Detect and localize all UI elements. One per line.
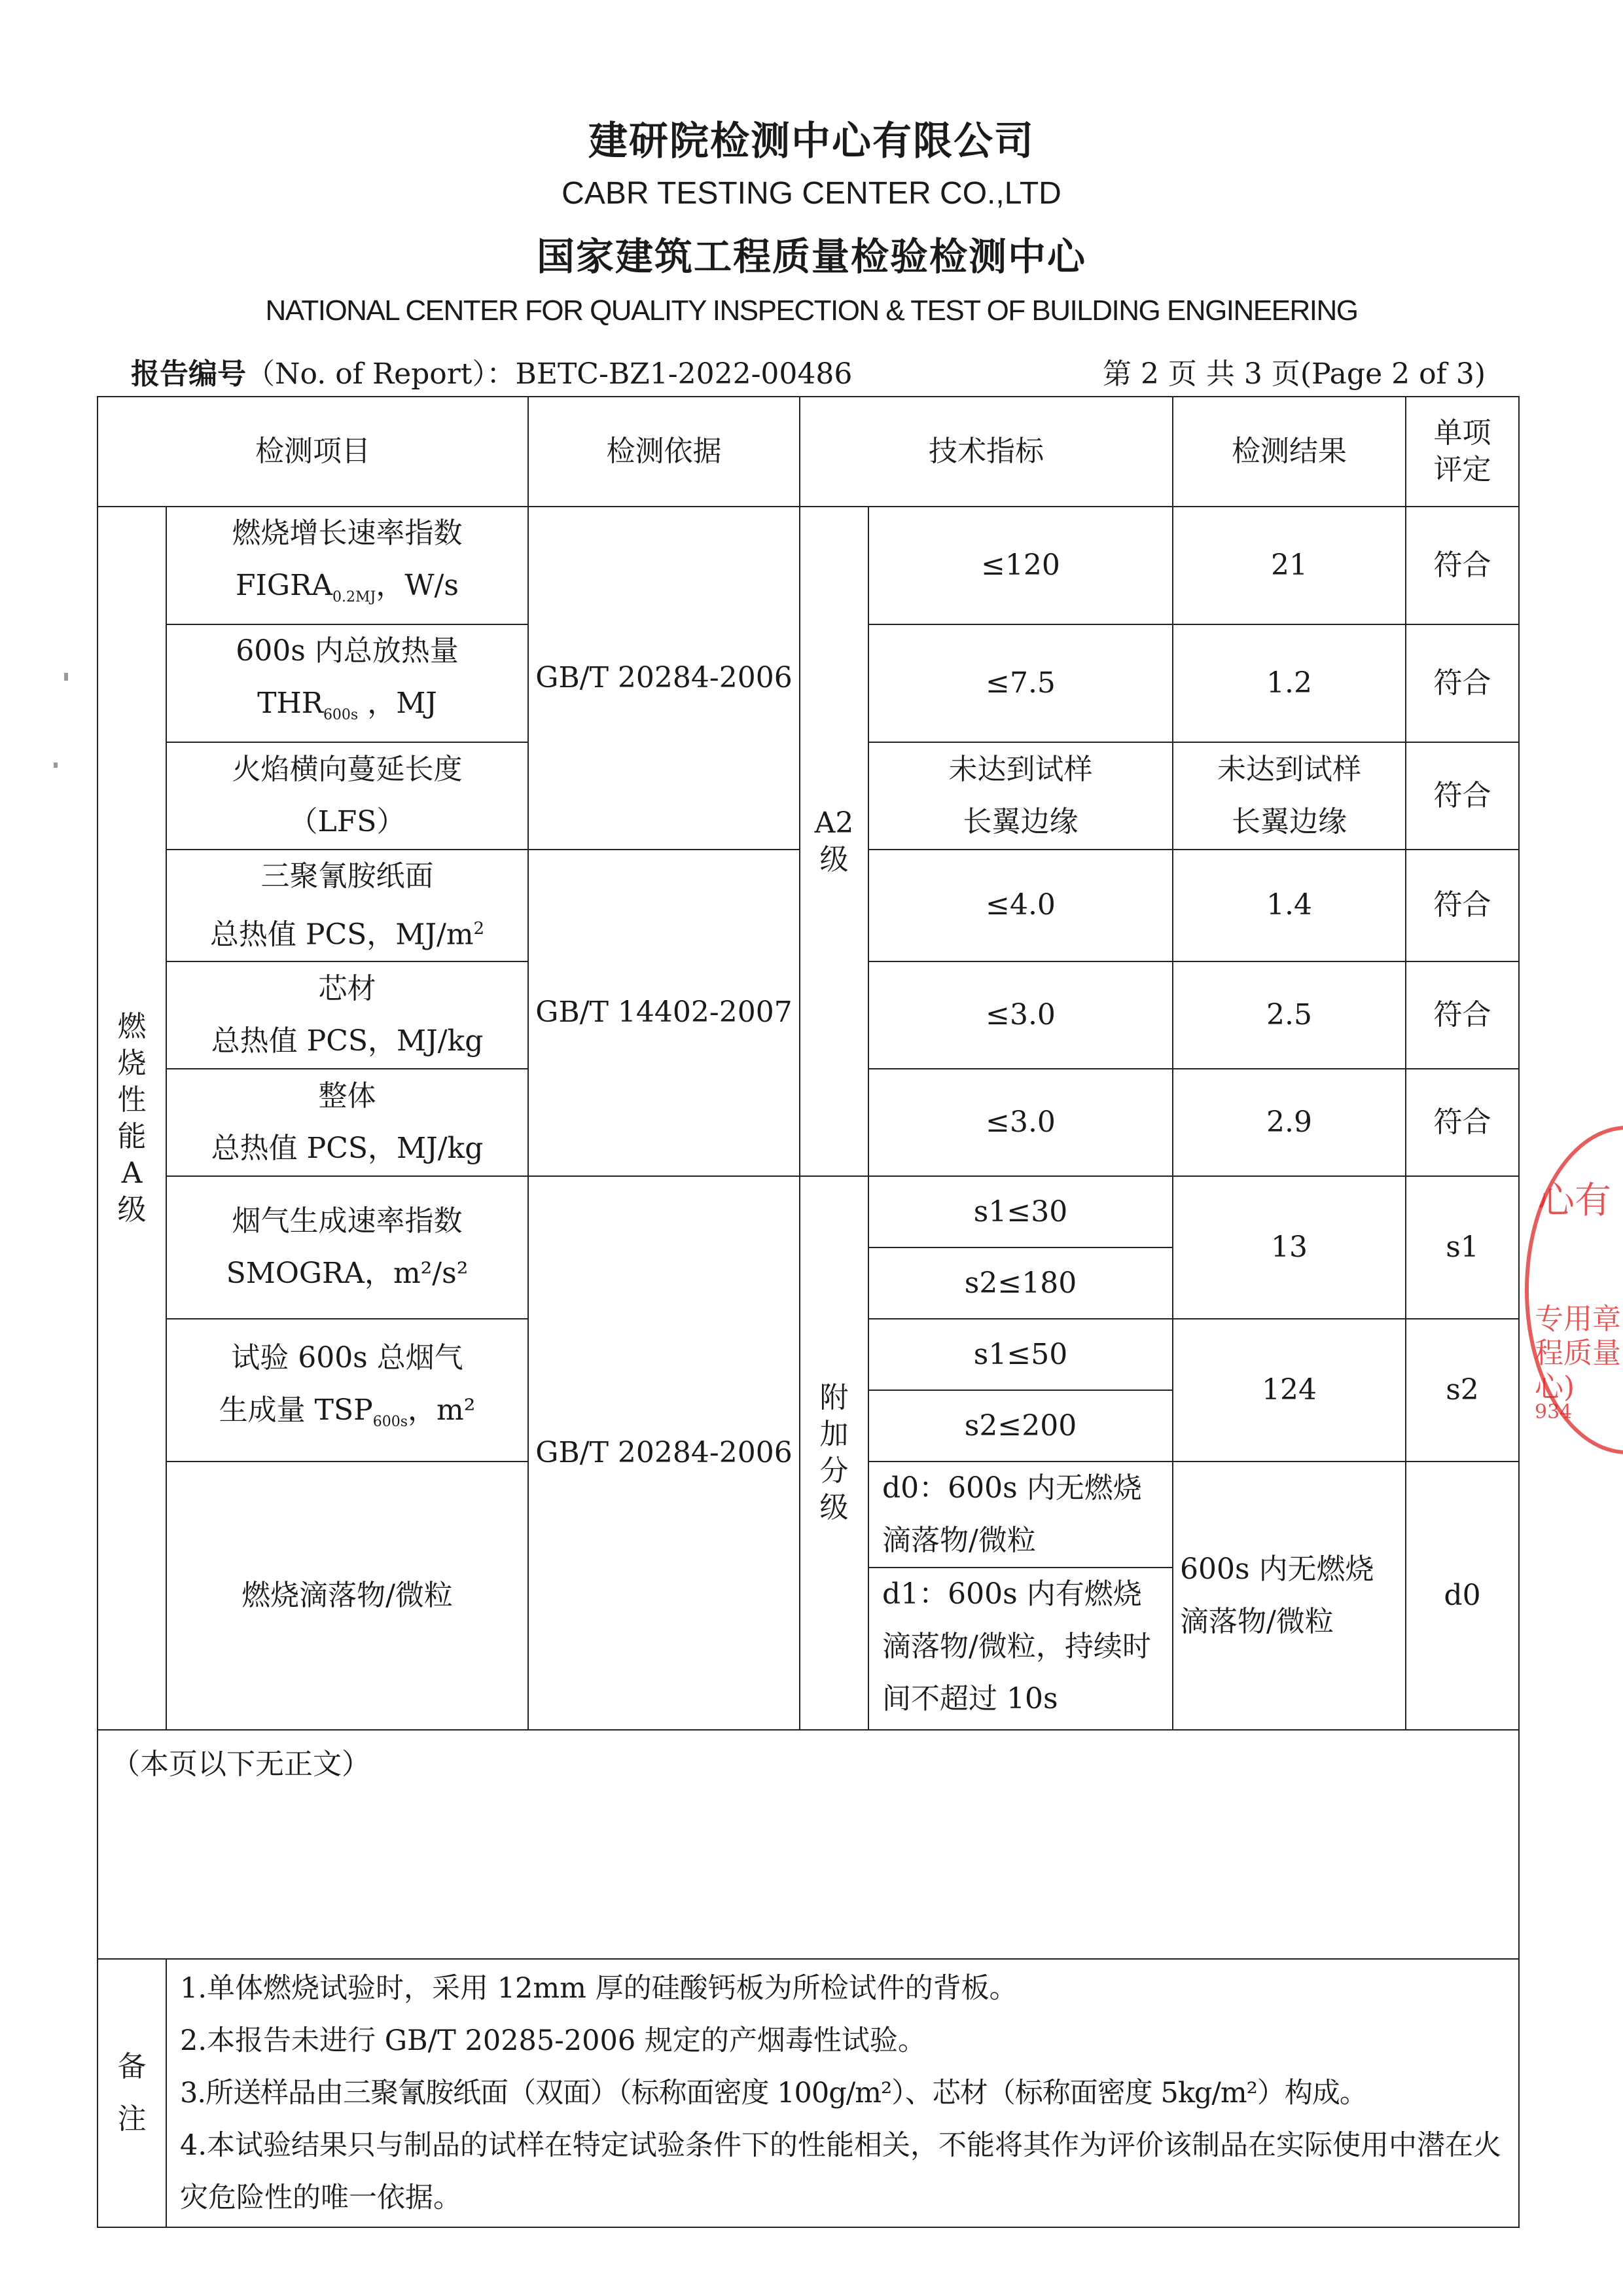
remarks-label: 备 注 <box>98 1959 166 2227</box>
test-results-table <box>97 396 1520 2228</box>
result-cell: 2.9 <box>1173 1069 1406 1176</box>
item-cell <box>166 742 528 850</box>
item-line2: 总热值 PCS，MJ/kg <box>211 1024 484 1058</box>
spec-cell: s1≤30 <box>868 1176 1173 1247</box>
basis-cell-2: GB/T 14402-2007 <box>528 850 800 1177</box>
spec-cell: ≤3.0 <box>868 1069 1173 1176</box>
company-name-en: CABR TESTING CENTER CO.,LTD <box>562 176 1061 211</box>
seal-line: 程质量 <box>1535 1336 1621 1370</box>
spec-cell: s1≤50 <box>868 1319 1173 1390</box>
spec-cell: ≤120 <box>868 507 1173 624</box>
item-cell <box>166 507 528 624</box>
item-line1: 整体 <box>318 1079 376 1113</box>
item-cell <box>166 961 528 1069</box>
blank-row <box>98 1730 1519 1959</box>
item-line1: 芯材 <box>318 972 376 1006</box>
spec-d1: d1：600s 内有燃烧滴落物/微粒，持续时间不超过 10s <box>882 1577 1151 1716</box>
eval-cell: 符合 <box>1406 624 1519 742</box>
spec-cell <box>868 742 1173 850</box>
eval-cell: 符合 <box>1406 742 1519 850</box>
item-line1: 燃烧增长速率指数 <box>232 516 463 550</box>
result-cell: 1.2 <box>1173 624 1406 742</box>
center-name-en: NATIONAL CENTER FOR QUALITY INSPECTION & TEST OF BUILDING ENGINEERING <box>265 295 1358 327</box>
result-cell: 124 <box>1173 1319 1406 1462</box>
item-cell <box>166 624 528 742</box>
item-line2: $THR_{600s}$ ，MJ <box>257 686 437 723</box>
result-cell: 21 <box>1173 507 1406 624</box>
spec-cell: ≤7.5 <box>868 624 1173 742</box>
spec-line1: 未达到试样 <box>948 752 1093 786</box>
header-spec: 技术指标 <box>800 397 1173 507</box>
seal-text <box>1535 1302 1621 1405</box>
item-cell <box>166 1176 528 1319</box>
item-cell <box>166 850 528 962</box>
item-cell <box>166 1069 528 1176</box>
remarks-list <box>166 1959 1519 2227</box>
result-cell: 600s 内无燃烧滴落物/微粒 <box>1173 1462 1406 1730</box>
table-row <box>98 1176 1519 1247</box>
scan-speck <box>54 762 58 768</box>
item-line1: 火焰横向蔓延长度 <box>232 752 463 786</box>
category-cell: 燃 烧 性 能 A 级 <box>98 507 166 1730</box>
center-name-cn: 国家建筑工程质量检验检测中心 <box>536 234 1086 279</box>
eval-cell: 符合 <box>1406 1069 1519 1176</box>
header-item: 检测项目 <box>98 397 528 507</box>
remark-item: 2.本报告未进行 GB/T 20285-2006 规定的产烟毒性试验。 <box>180 2024 926 2058</box>
no-more-text-note: （本页以下无正文） <box>98 1730 1519 1959</box>
item-line1: 烟气生成速率指数 <box>232 1204 463 1238</box>
item-line2: SMOGRA，m²/s² <box>226 1257 469 1291</box>
eval-cell: 符合 <box>1406 961 1519 1069</box>
result-cell <box>1173 742 1406 850</box>
result-cell: 2.5 <box>1173 961 1406 1069</box>
item-cell: 燃烧滴落物/微粒 <box>166 1462 528 1730</box>
item-line1: 三聚氰胺纸面 <box>260 859 434 893</box>
item-line2: 生成量 $TSP_{600s}$，m² <box>219 1393 476 1431</box>
result-cell: 1.4 <box>1173 850 1406 962</box>
basis-cell-3: GB/T 20284-2006 <box>528 1176 800 1730</box>
table-header-row <box>98 397 1519 507</box>
spec-d0: d0：600s 内无燃烧滴落物/微粒 <box>869 1462 1172 1568</box>
eval-cell: 符合 <box>1406 507 1519 624</box>
remark-item: 4.本试验结果只与制品的试样在特定试验条件下的性能相关，不能将其作为评价该制品在实际使用中潜在火灾危险性的唯一依据。 <box>180 2129 1502 2215</box>
remarks-row <box>98 1959 1519 2227</box>
spec-cell: ≤4.0 <box>868 850 1173 962</box>
spec-cell <box>868 1462 1173 1730</box>
grade-extra-cell: 附 加 分 级 <box>800 1176 868 1730</box>
item-line2: $FIGRA_{0.2MJ}$，W/s <box>236 569 459 605</box>
seal-number: 934 <box>1535 1401 1573 1424</box>
eval-cell: d0 <box>1406 1462 1519 1730</box>
item-line1: 试验 600s 总烟气 <box>231 1341 463 1375</box>
result-cell: 13 <box>1173 1176 1406 1319</box>
header-eval: 单项 评定 <box>1406 397 1519 507</box>
company-name-cn: 建研院检测中心有限公司 <box>588 118 1035 164</box>
seal-text-top: 心有 <box>1538 1179 1611 1222</box>
report-number-label: 报告编号 <box>131 357 246 391</box>
header-basis: 检测依据 <box>528 397 800 507</box>
eval-cell: s1 <box>1406 1176 1519 1319</box>
result-line2: 长翼边缘 <box>1232 804 1347 838</box>
spec-cell: s2≤180 <box>868 1247 1173 1319</box>
grade-a2-cell: A2 级 <box>800 507 868 1176</box>
item-line2: （LFS） <box>289 804 406 838</box>
eval-cell: 符合 <box>1406 850 1519 962</box>
basis-cell-1: GB/T 20284-2006 <box>528 507 800 850</box>
seal-line: 专用章 <box>1535 1302 1621 1336</box>
eval-cell: s2 <box>1406 1319 1519 1462</box>
item-cell <box>166 1319 528 1462</box>
remark-item: 3.所送样品由三聚氰胺纸面（双面）（标称面密度 100g/m²）、芯材（标称面密度 5kg/m²）构成。 <box>180 2077 1367 2110</box>
spec-cell: ≤3.0 <box>868 961 1173 1069</box>
item-line2: 总热值 PCS，MJ/kg <box>211 1132 484 1166</box>
result-line1: 未达到试样 <box>1217 752 1361 786</box>
header-result: 检测结果 <box>1173 397 1406 507</box>
scan-speck <box>64 673 68 681</box>
spec-line2: 长翼边缘 <box>963 804 1079 838</box>
report-number-value: （No. of Report）：BETC-BZ1-2022-00486 <box>246 357 853 391</box>
item-line1: 600s 内总放热量 <box>236 634 459 668</box>
page-info: 第 2 页 共 3 页(Page 2 of 3) <box>1102 357 1486 391</box>
report-number <box>131 350 852 392</box>
spec-cell: s2≤200 <box>868 1390 1173 1462</box>
item-line2: 总热值 PCS，$MJ/m^2$ <box>209 918 485 952</box>
table-row <box>98 507 1519 624</box>
seal-line: 心) <box>1535 1371 1575 1404</box>
remark-item: 1.单体燃烧试验时，采用 12mm 厚的硅酸钙板为所检试件的背板。 <box>180 1972 1018 2005</box>
